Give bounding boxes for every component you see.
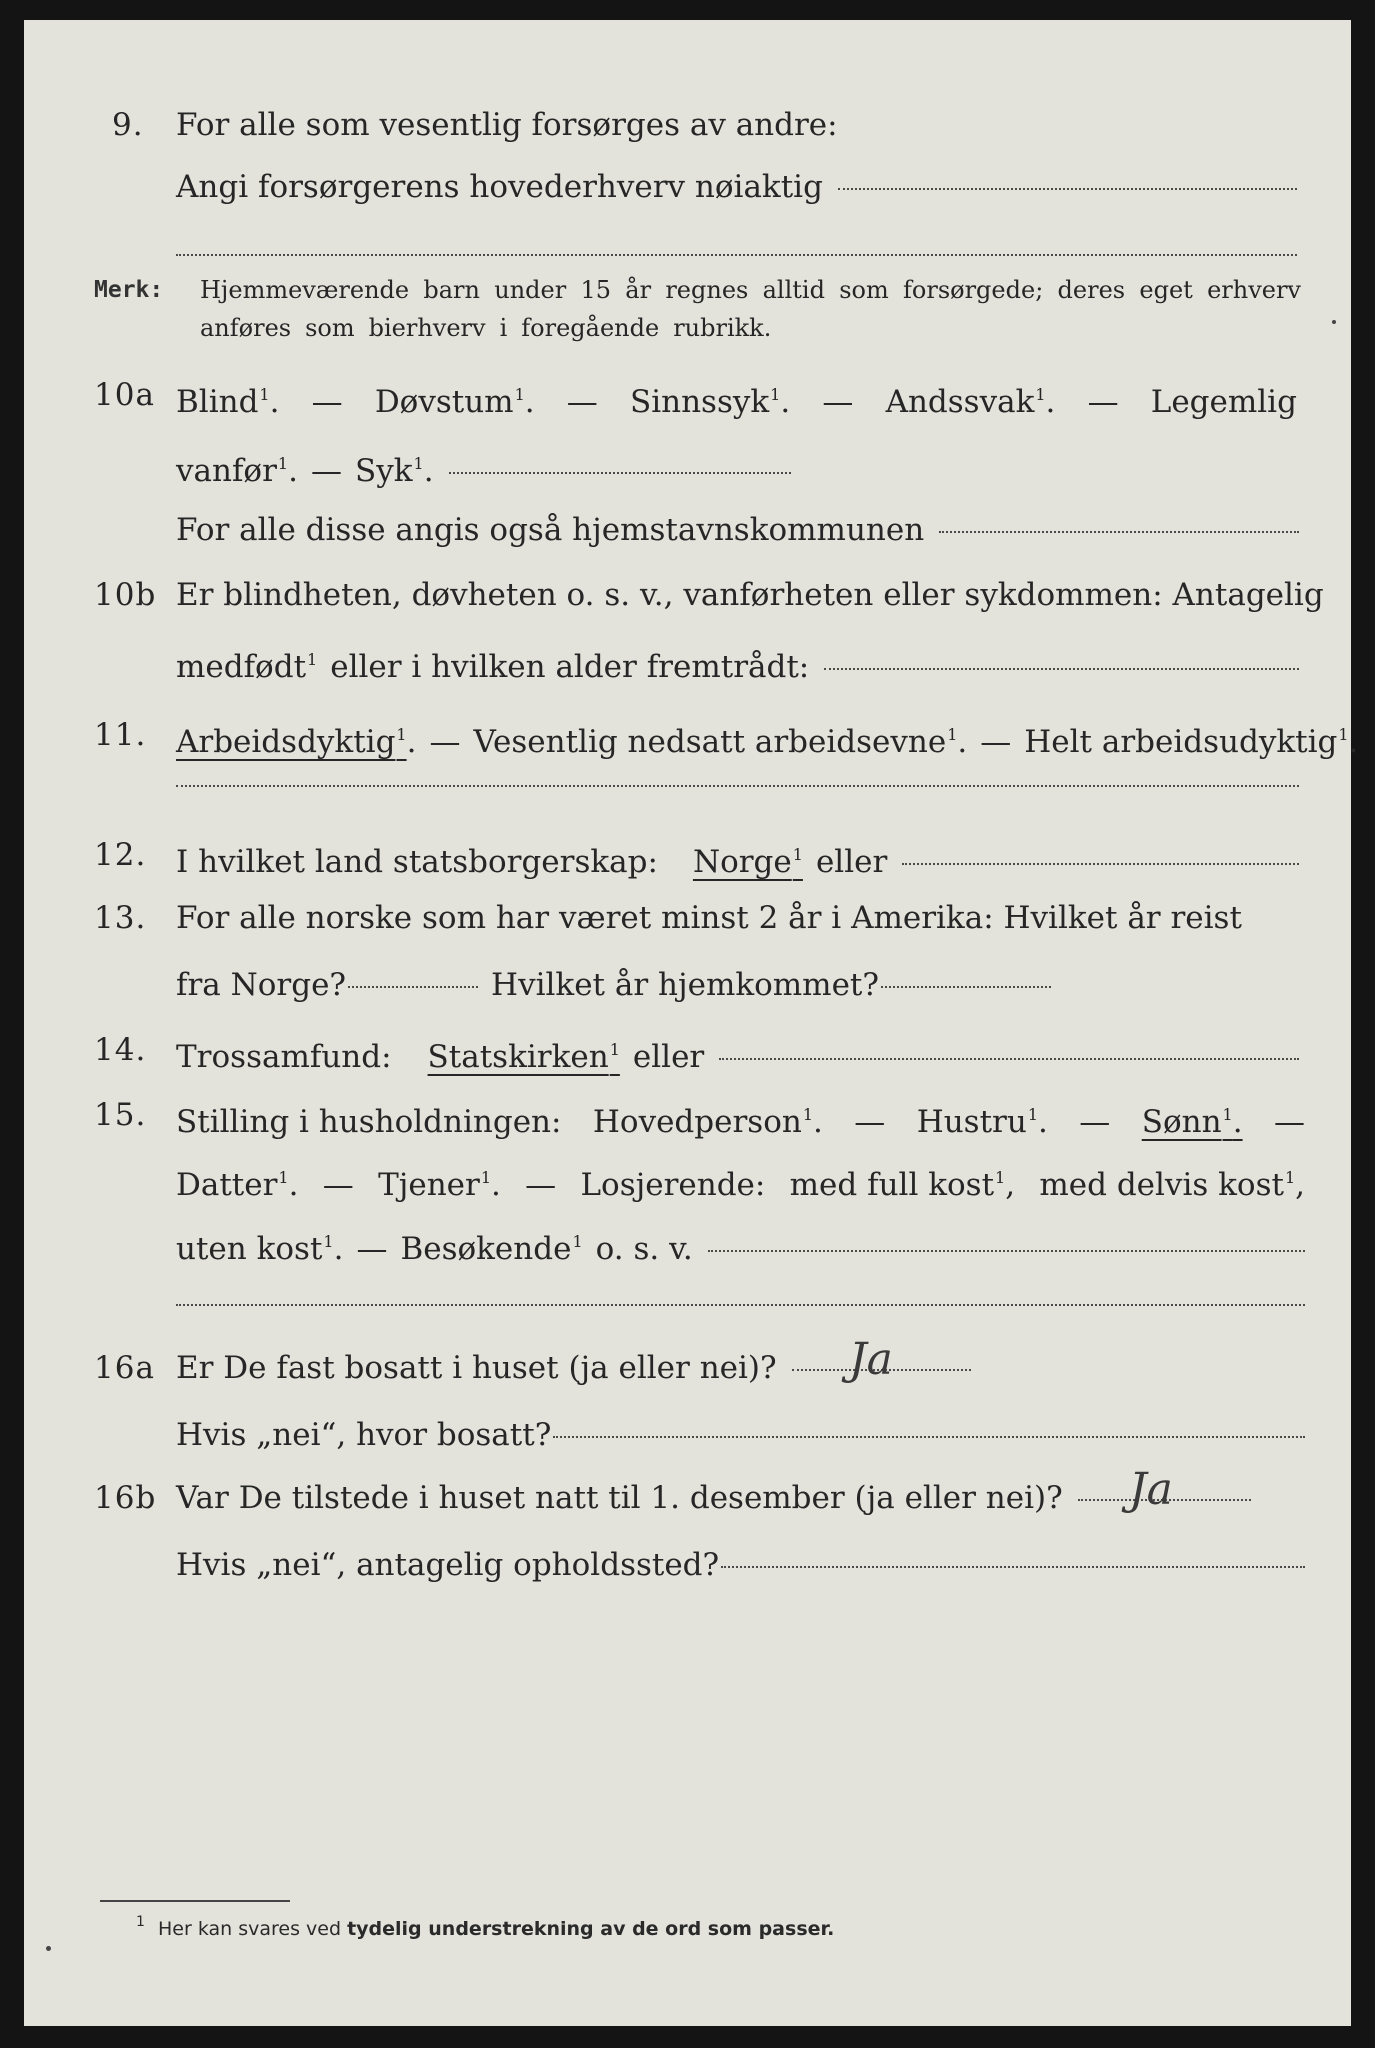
q13-year-left-field[interactable] (348, 986, 478, 988)
merk-line-1: Hjemmeværende barn under 15 år regnes alltid som forsørgede; deres eget erhverv (200, 276, 1301, 304)
q13-row-1 (24, 888, 1351, 948)
q13-year-returned-field[interactable] (881, 986, 1051, 988)
q15-row-2: Datter$^1$. — Tjener$^1$. — Losjerende: med full kost$^1$, med delvis kost$^1$, (24, 1148, 1351, 1208)
footnote-plain: Her kan svares ved (158, 1918, 342, 1940)
q10b-line1: Er blindheten, døvheten o. s. v., vanførheten eller sykdommen: Antagelig (176, 577, 1324, 613)
option-tjener[interactable]: Tjener$^1$. (378, 1167, 501, 1203)
q16b-row-2 (24, 1535, 1351, 1595)
q16a-row-2 (24, 1405, 1351, 1465)
option-statskirken-underlined[interactable]: Statskirken$^1$ (427, 1039, 620, 1075)
option-andssvak[interactable]: Andssvak$^1$. (885, 384, 1056, 420)
q16a-handwritten-answer: Ja (849, 1334, 893, 1385)
q9-line2: Angi forsørgerens hovederhverv nøiaktig (176, 169, 823, 205)
q15-number: 15. (94, 1097, 147, 1133)
q12-label: I hvilket land statsborgerskap: (176, 844, 658, 880)
option-vanfor[interactable]: vanfør$^1$. (176, 453, 298, 489)
footnote-number: 1 (136, 1914, 145, 1930)
q10b-line2: eller i hvilken alder fremtrådt: (330, 649, 810, 685)
q10b-number: 10b (94, 577, 157, 613)
q13-hjem-label: Hvilket år hjemkommet? (491, 967, 880, 1003)
option-arbeidsdyktig-underlined[interactable]: Arbeidsdyktig$^1$ (176, 724, 407, 760)
option-sinnssyk[interactable]: Sinnssyk$^1$. (629, 384, 791, 420)
option-besokende[interactable]: Besøkende$^1$ (400, 1231, 583, 1267)
q9-row-1 (24, 95, 1351, 155)
option-legemlig[interactable]: Legemlig (1150, 384, 1297, 420)
q16b-followup-field[interactable] (721, 1566, 1305, 1568)
q10b-row-1 (24, 565, 1351, 625)
q16b-number: 16b (94, 1480, 157, 1516)
footnote (136, 1914, 835, 1940)
q10a-hjemstavn-field[interactable] (939, 531, 1299, 533)
q16a-number: 16a (94, 1350, 155, 1386)
merk-line-2: anføres som bierhverv i foregående rubrikk. (200, 314, 772, 342)
q10a-row-1: 10a Blind$^1$. — Døvstum$^1$. — Sinnssyk$^1$. — Andssvak$^1$. — Legemlig (24, 365, 1351, 425)
q12-row: 12. I hvilket land statsborgerskap: Norge$^1$ eller (24, 825, 1351, 885)
option-udyktig[interactable]: Helt arbeidsudyktig$^1$. (1024, 724, 1359, 760)
paper-speck (46, 1946, 51, 1951)
q16a-followup: Hvis „nei“, hvor bosatt? (176, 1417, 552, 1453)
option-medfodt[interactable]: medfødt$^1$ (176, 649, 318, 685)
q11-number: 11. (94, 717, 147, 753)
q11-row: 11. Arbeidsdyktig$^1$ . — Vesentlig nedsatt arbeidsevne$^1$. — Helt arbeidsudyktig$^1$. (24, 705, 1351, 765)
option-syk[interactable]: Syk$^1$. (354, 453, 434, 489)
option-uten-kost[interactable]: uten kost$^1$. (176, 1231, 344, 1267)
option-hovedperson[interactable]: Hovedperson$^1$. (592, 1104, 823, 1140)
q13-fra-label: fra Norge? (176, 967, 347, 1003)
option-nedsatt[interactable]: Vesentlig nedsatt arbeidsevne$^1$. (473, 724, 968, 760)
q16a-followup-field[interactable] (553, 1436, 1305, 1438)
q9-number: 9. (112, 107, 144, 143)
q15-losjerende-label: Losjerende: (580, 1167, 766, 1203)
footnote-bold: tydelig understrekning av de ord som passer. (347, 1918, 835, 1940)
q14-row: 14. Trossamfund: Statskirken$^1$ eller (24, 1020, 1351, 1080)
option-blind[interactable]: Blind$^1$. (176, 384, 280, 420)
q15-row-3: uten kost$^1$. — Besøkende$^1$ o. s. v. (24, 1212, 1351, 1272)
q16a-row-1 (24, 1334, 1351, 1398)
q13-line1: For alle norske som har været minst 2 år i Amerika: Hvilket år reist (176, 900, 1242, 936)
q10a-row-3 (24, 500, 1351, 560)
q10a-row-2: vanfør$^1$. — Syk$^1$. (24, 434, 1351, 494)
footnote-rule (100, 1900, 290, 1902)
q16b-question: Var De tilstede i huset natt til 1. desember (ja eller nei)? (176, 1480, 1063, 1516)
q10b-answer-field[interactable] (824, 668, 1299, 670)
paper-speck (1332, 320, 1336, 324)
q15-other-field[interactable] (708, 1250, 1305, 1252)
q12-number: 12. (94, 837, 147, 873)
option-datter[interactable]: Datter$^1$. (176, 1167, 299, 1203)
q16b-handwritten-answer: Ja (1129, 1464, 1173, 1515)
q9-row-2 (24, 157, 1351, 217)
q15-row-1: 15. Stilling i husholdningen: Hovedperson$^1$. — Hustru$^1$. — Sønn$^1$. — (24, 1085, 1351, 1145)
q14-label: Trossamfund: (176, 1039, 392, 1075)
q14-other-field[interactable] (719, 1058, 1299, 1060)
q9-line1: For alle som vesentlig forsørges av andre: (176, 107, 838, 143)
q16b-followup: Hvis „nei“, antagelig opholdssted? (176, 1547, 720, 1583)
q10b-row-2 (24, 630, 1351, 690)
q15-label: Stilling i husholdningen: (176, 1104, 562, 1140)
merk-label: Merk: (94, 277, 164, 303)
q10a-syk-field[interactable] (449, 472, 791, 474)
q11-answer-line[interactable] (176, 785, 1299, 787)
option-full-kost[interactable]: med full kost$^1$, (789, 1167, 1016, 1203)
option-norge-underlined[interactable]: Norge$^1$ (692, 844, 803, 880)
q9-extra-answer-line[interactable] (176, 254, 1297, 256)
q12-other-country-field[interactable] (902, 863, 1299, 865)
q14-number: 14. (94, 1032, 147, 1068)
q9-answer-field[interactable] (838, 188, 1297, 190)
option-hustru[interactable]: Hustru$^1$. (916, 1104, 1048, 1140)
q13-number: 13. (94, 900, 147, 936)
option-dovstum[interactable]: Døvstum$^1$. (374, 384, 535, 420)
option-sonn-underlined[interactable]: Sønn$^1$. (1141, 1104, 1243, 1140)
q15-answer-line[interactable] (176, 1304, 1305, 1306)
q10a-hjemstavn-label: For alle disse angis også hjemstavnskommunen (176, 512, 925, 548)
option-delvis-kost[interactable]: med delvis kost$^1$, (1039, 1167, 1305, 1203)
q13-row-2 (24, 955, 1351, 1015)
q10a-number: 10a (94, 377, 155, 413)
census-form-page (24, 20, 1359, 2026)
merk-note (24, 270, 1351, 360)
q16a-question: Er De fast bosatt i huset (ja eller nei)? (176, 1350, 777, 1386)
